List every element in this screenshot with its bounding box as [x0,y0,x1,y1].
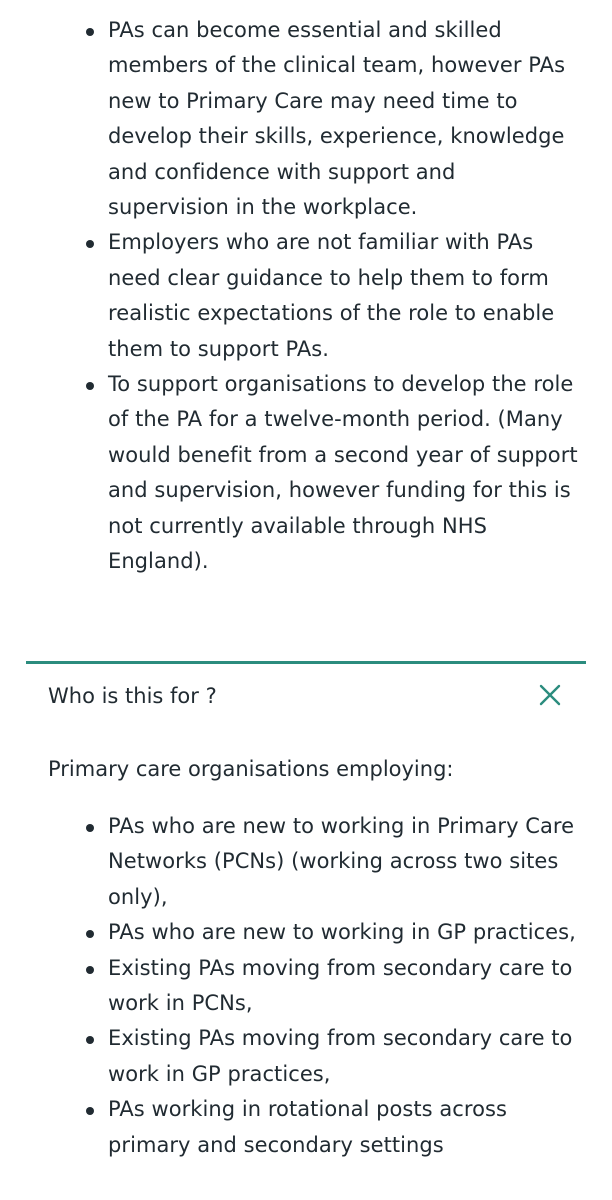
list-item-text: Existing PAs moving from secondary care to work in PCNs, [108,955,573,1016]
list-item-text: PAs who are new to working in Primary Care Networks (PCNs) (working across two sites only), [108,814,575,909]
accordion-title: Who is this for ? [48,684,217,708]
accordion-intro: Primary care organisations employing: [48,757,454,781]
bullet-icon [86,28,94,36]
list-item-text: Employers who are not familiar with PAs need clear guidance to help them to form realistic expectations of the role to enable them to support PAs. [108,230,555,361]
list-item [108,225,578,367]
list-item-text: To support organisations to develop the role of the PA for a twelve-month period. (Many would benefit from a second year of support and supervision, however funding for this is not currently available through NHS England). [108,372,578,574]
bullet-icon [86,382,94,390]
list-item-text: PAs working in rotational posts across primary and secondary settings [108,1097,508,1157]
bullet-icon [86,930,94,938]
who-is-this-for-accordion [26,661,586,1157]
list-item [108,1021,578,1092]
benefits-section [0,0,612,580]
bullet-icon [86,1107,94,1115]
bullet-icon [86,1036,94,1044]
benefits-list [0,0,578,580]
list-item-text: Existing PAs moving from secondary care to work in GP practices, [108,1026,573,1086]
bullet-icon [86,966,94,974]
list-item [108,1092,578,1163]
accordion-header[interactable] [26,664,586,727]
list-item-text: PAs can become essential and skilled members of the clinical team, however PAs new to Primary Care may need time to develop their skills, experience, knowledge and confidence with support and supervision in the workplace. [108,18,566,220]
list-item [108,13,578,225]
list-item-text: PAs who are new to working in GP practices, [108,920,576,945]
audience-list [0,809,578,1163]
close-icon[interactable] [538,683,562,707]
list-item [108,367,578,579]
bullet-icon [86,824,94,832]
list-item [108,809,578,915]
list-item [108,951,578,1022]
bullet-icon [86,240,94,248]
list-item [108,915,578,950]
